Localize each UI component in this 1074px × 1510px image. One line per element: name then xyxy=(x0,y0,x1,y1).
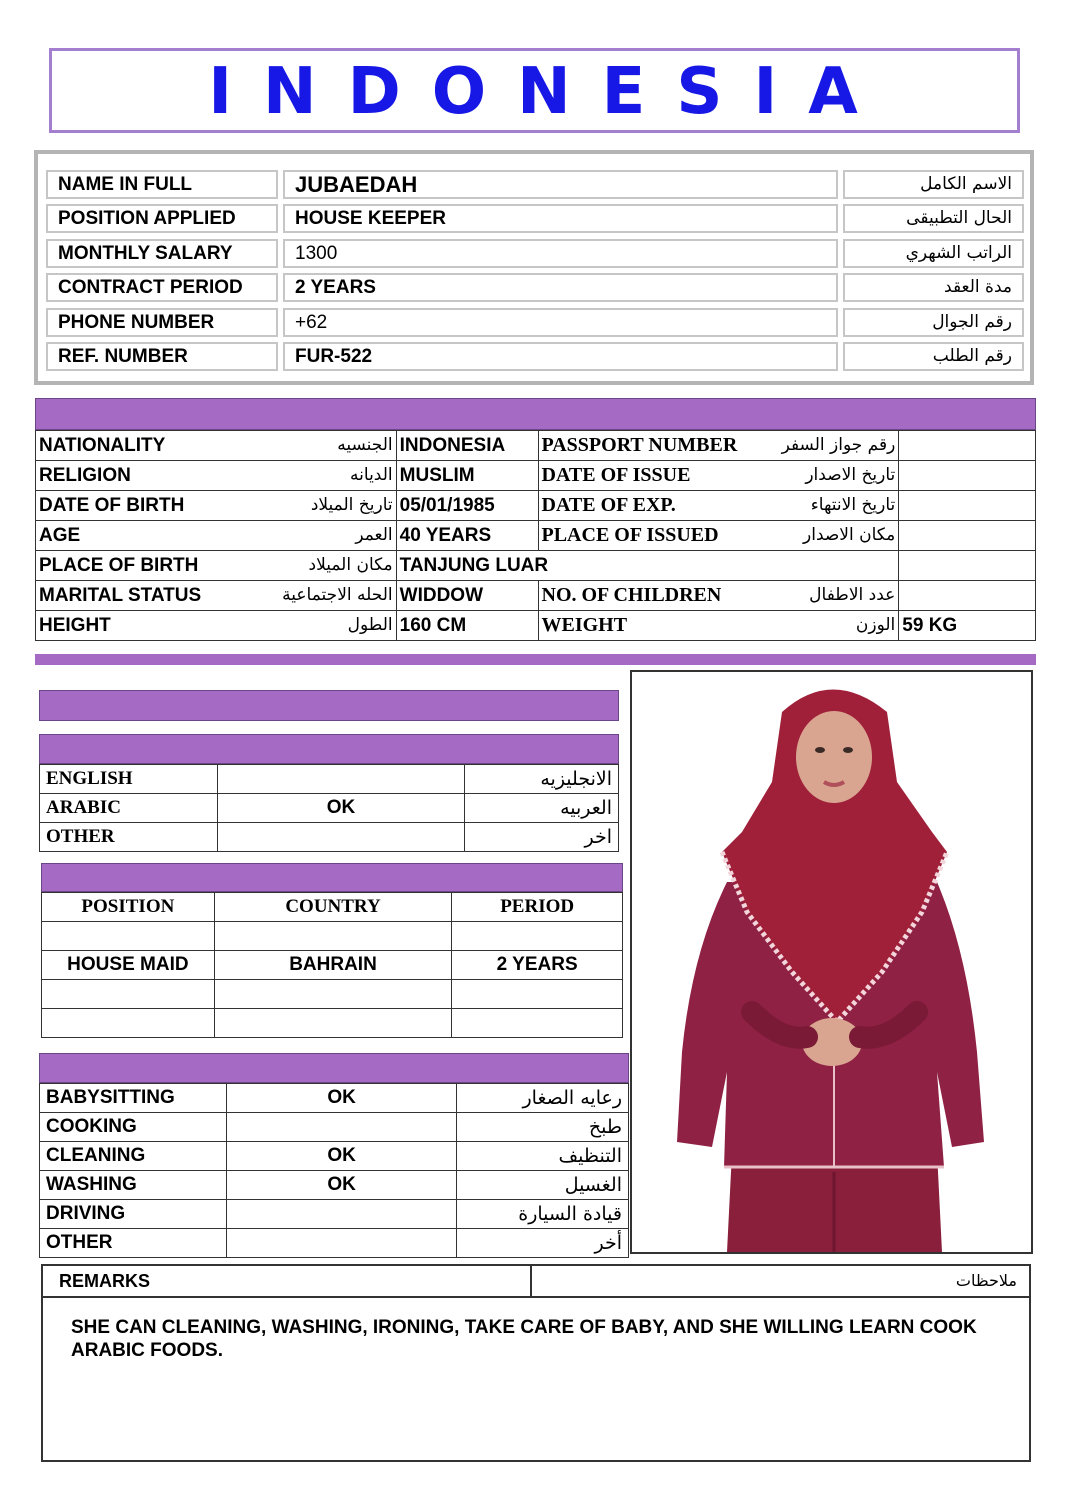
experience-cell xyxy=(42,922,215,951)
field-label: REF. NUMBER xyxy=(46,342,278,371)
field-label-arabic: رقم الجوال xyxy=(843,308,1024,337)
skill-row xyxy=(40,1200,629,1229)
detail-label-arabic: رقم جواز السفر xyxy=(781,435,896,455)
person-illustration xyxy=(632,672,1033,1254)
language-value xyxy=(217,765,464,794)
weight-value: 59 KG xyxy=(899,611,1036,641)
detail-row xyxy=(36,611,1036,641)
detail-label-arabic: العمر xyxy=(355,525,393,545)
experience-cell xyxy=(452,922,623,951)
phone-value: +62 xyxy=(283,308,838,337)
skill-row xyxy=(40,1171,629,1200)
experience-header-row xyxy=(42,893,623,922)
personal-row xyxy=(46,342,1024,371)
language-label: ENGLISH xyxy=(40,765,218,794)
detail-label: AGE xyxy=(39,525,81,546)
skill-label-arabic: قيادة السيارة xyxy=(457,1200,629,1229)
detail-label-arabic: تاريخ الاصدار xyxy=(805,465,896,485)
experience-row xyxy=(42,951,623,980)
empty-cell xyxy=(899,551,1036,581)
detail-label-arabic: مكان الميلاد xyxy=(308,555,393,575)
skill-value: OK xyxy=(226,1142,456,1171)
skill-label: COOKING xyxy=(40,1113,227,1142)
field-label: MONTHLY SALARY xyxy=(46,239,278,268)
language-label-arabic: الانجليزيه xyxy=(465,765,619,794)
place-issued-value xyxy=(899,521,1036,551)
field-label-arabic: الحال التطبيقى xyxy=(843,204,1024,233)
language-row xyxy=(40,765,619,794)
personal-row xyxy=(46,204,1024,233)
nationality-value: INDONESIA xyxy=(396,431,538,461)
detail-label: HEIGHT xyxy=(39,615,111,636)
experience-cell xyxy=(452,1009,623,1038)
section-header-bar xyxy=(39,690,619,721)
detail-label-arabic: تاريخ الميلاد xyxy=(310,495,393,515)
personal-row xyxy=(46,170,1024,199)
details-footer-bar xyxy=(35,654,1036,665)
experience-cell xyxy=(42,1009,215,1038)
remarks-label-arabic: ملاحظات xyxy=(955,1271,1017,1290)
field-label: POSITION APPLIED xyxy=(46,204,278,233)
language-value: OK xyxy=(217,794,464,823)
remarks-box xyxy=(41,1264,1031,1462)
exp-value xyxy=(899,491,1036,521)
languages-header-bar xyxy=(39,734,619,764)
detail-row xyxy=(36,521,1036,551)
details-header-bar xyxy=(35,398,1036,430)
language-label: OTHER xyxy=(40,823,218,852)
experience-row xyxy=(42,980,623,1009)
detail-label: DATE OF BIRTH xyxy=(39,495,185,516)
skill-label: DRIVING xyxy=(40,1200,227,1229)
experience-cell: HOUSE MAID xyxy=(42,951,215,980)
languages-table xyxy=(39,764,619,852)
experience-cell xyxy=(214,1009,452,1038)
column-header: POSITION xyxy=(42,893,215,922)
experience-row xyxy=(42,922,623,951)
detail-label: NO. OF CHILDREN xyxy=(541,584,722,606)
experience-cell xyxy=(42,980,215,1009)
detail-label: DATE OF EXP. xyxy=(541,494,676,516)
detail-row xyxy=(36,431,1036,461)
language-label-arabic: اخر xyxy=(465,823,619,852)
skill-label-arabic: التنظيف xyxy=(457,1142,629,1171)
skill-value xyxy=(226,1113,456,1142)
skill-label: BABYSITTING xyxy=(40,1084,227,1113)
language-row xyxy=(40,823,619,852)
skill-row xyxy=(40,1084,629,1113)
field-label-arabic: مدة العقد xyxy=(843,273,1024,302)
detail-label-arabic: الديانه xyxy=(350,465,393,485)
full-name-value: JUBAEDAH xyxy=(283,170,838,199)
language-value xyxy=(217,823,464,852)
dob-value: 05/01/1985 xyxy=(396,491,538,521)
experience-table xyxy=(41,892,623,1038)
language-label-arabic: العربيه xyxy=(465,794,619,823)
contract-value: 2 YEARS xyxy=(283,273,838,302)
experience-cell xyxy=(214,922,452,951)
skill-label-arabic: أخر xyxy=(457,1229,629,1258)
remarks-label: REMARKS xyxy=(59,1271,151,1291)
detail-label-arabic: مكان الاصدار xyxy=(803,525,896,545)
passport-value xyxy=(899,431,1036,461)
personal-info-panel xyxy=(34,150,1034,385)
skill-label: CLEANING xyxy=(40,1142,227,1171)
field-label-arabic: الراتب الشهري xyxy=(843,239,1024,268)
candidate-photo xyxy=(630,670,1033,1254)
skill-value xyxy=(226,1200,456,1229)
experience-row xyxy=(42,1009,623,1038)
page-title: INDONESIA xyxy=(208,55,889,129)
field-label-arabic: الاسم الكامل xyxy=(843,170,1024,199)
remarks-text: SHE CAN CLEANING, WASHING, IRONING, TAKE CARE OF BABY, AND SHE WILLING LEARN COOK ARABIC FOODS. xyxy=(71,1317,977,1361)
detail-label: PASSPORT NUMBER xyxy=(541,434,738,456)
height-value: 160 CM xyxy=(396,611,538,641)
skill-row xyxy=(40,1229,629,1258)
remarks-header xyxy=(43,1266,1029,1298)
skill-row xyxy=(40,1142,629,1171)
detail-label-arabic: تاريخ الانتهاء xyxy=(810,495,896,515)
skill-value xyxy=(226,1229,456,1258)
detail-label: DATE OF ISSUE xyxy=(541,464,691,486)
field-label: NAME IN FULL xyxy=(46,170,278,199)
details-table xyxy=(35,430,1036,641)
field-label: PHONE NUMBER xyxy=(46,308,278,337)
column-header: COUNTRY xyxy=(214,893,452,922)
language-label: ARABIC xyxy=(40,794,218,823)
detail-label-arabic: الوزن xyxy=(855,615,896,635)
field-label: CONTRACT PERIOD xyxy=(46,273,278,302)
skill-row xyxy=(40,1113,629,1142)
detail-label: WEIGHT xyxy=(541,614,628,636)
skill-value: OK xyxy=(226,1171,456,1200)
detail-label: PLACE OF ISSUED xyxy=(541,524,719,546)
personal-row xyxy=(46,273,1024,302)
skill-label-arabic: طبخ xyxy=(457,1113,629,1142)
detail-label: MARITAL STATUS xyxy=(39,585,202,606)
position-value: HOUSE KEEPER xyxy=(283,204,838,233)
column-header: PERIOD xyxy=(452,893,623,922)
experience-header-bar xyxy=(41,863,623,892)
detail-label-arabic: عدد الاطفال xyxy=(809,585,896,605)
detail-label-arabic: الحله الاجتماعية xyxy=(282,585,393,605)
detail-row xyxy=(36,551,1036,581)
detail-row xyxy=(36,491,1036,521)
skill-label: WASHING xyxy=(40,1171,227,1200)
skill-value: OK xyxy=(226,1084,456,1113)
skills-header-bar xyxy=(39,1053,629,1083)
detail-label: PLACE OF BIRTH xyxy=(39,555,199,576)
salary-value: 1300 xyxy=(283,239,838,268)
experience-cell xyxy=(452,980,623,1009)
detail-row xyxy=(36,581,1036,611)
detail-row xyxy=(36,461,1036,491)
detail-label: NATIONALITY xyxy=(39,435,166,456)
pob-value: TANJUNG LUAR xyxy=(396,551,899,581)
experience-cell xyxy=(214,980,452,1009)
field-label-arabic: رقم الطلب xyxy=(843,342,1024,371)
ref-value: FUR-522 xyxy=(283,342,838,371)
personal-row xyxy=(46,239,1024,268)
issue-value xyxy=(899,461,1036,491)
skills-table xyxy=(39,1083,629,1258)
experience-cell: BAHRAIN xyxy=(214,951,452,980)
marital-value: WIDDOW xyxy=(396,581,538,611)
skill-label: OTHER xyxy=(40,1229,227,1258)
detail-label-arabic: الطول xyxy=(347,615,393,635)
personal-row xyxy=(46,308,1024,337)
age-value: 40 YEARS xyxy=(396,521,538,551)
title-banner xyxy=(49,48,1020,133)
detail-label-arabic: الجنسيه xyxy=(337,435,393,455)
remarks-divider xyxy=(530,1266,532,1296)
detail-label: RELIGION xyxy=(39,465,131,486)
religion-value: MUSLIM xyxy=(396,461,538,491)
children-value xyxy=(899,581,1036,611)
skill-label-arabic: الغسيل xyxy=(457,1171,629,1200)
skill-label-arabic: رعايه الصغار xyxy=(457,1084,629,1113)
language-row xyxy=(40,794,619,823)
experience-cell: 2 YEARS xyxy=(452,951,623,980)
